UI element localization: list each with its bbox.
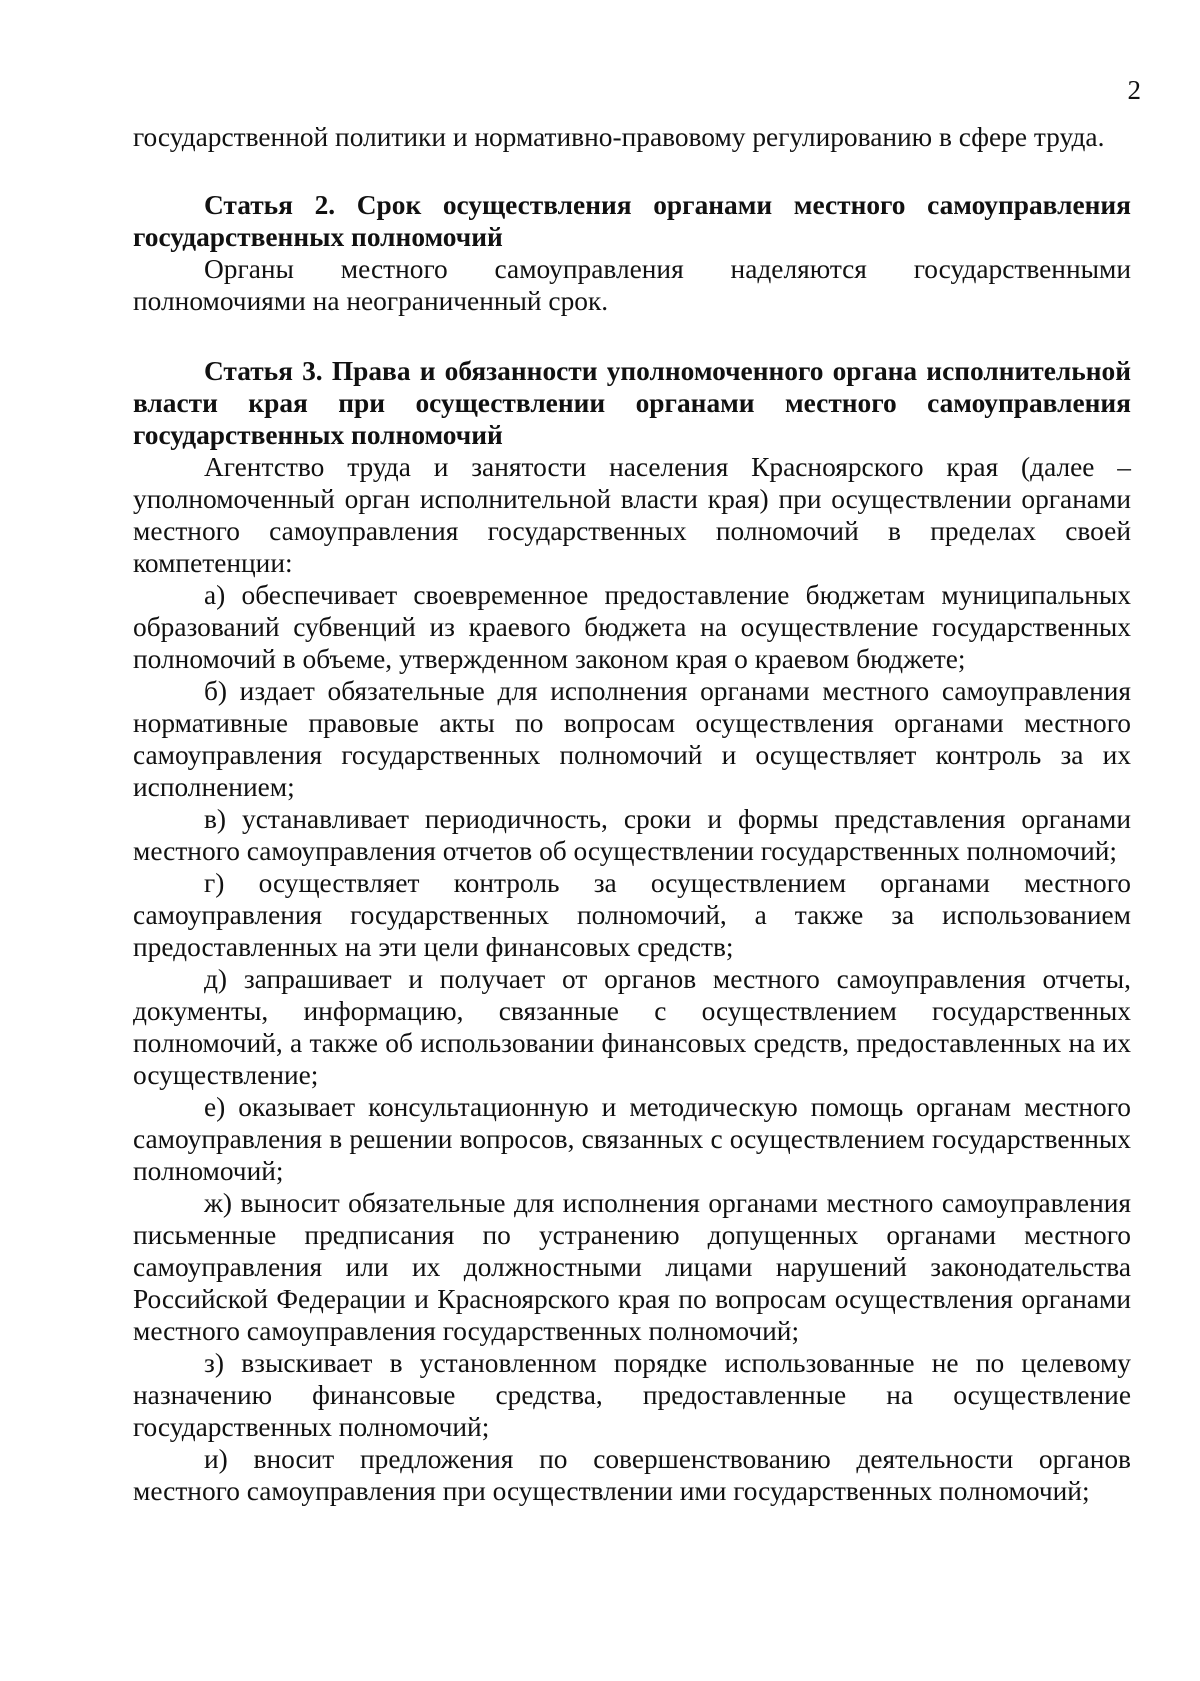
- article-3-item-b: б) издает обязательные для исполнения органами местного самоуправления нормативные правовые акты по вопросам осуществления органами местного самоуправления государственных полномочий и осуществляет контроль за их исполнением;: [133, 676, 1131, 802]
- article-3-item-d: д) запрашивает и получает от органов местного самоуправления отчеты, документы, информацию, связанные с осуществлением государственных полномочий, а также об использовании финансовых средств, предоставленных на их осуществление;: [133, 964, 1131, 1090]
- article-3-item-a: а) обеспечивает своевременное предоставление бюджетам муниципальных образований субвенций из краевого бюджета на осуществление государственных полномочий в объеме, утвержденном законом края о краевом бюджете;: [133, 580, 1131, 674]
- article-3-intro: Агентство труда и занятости населения Красноярского края (далее – уполномоченный орган исполнительной власти края) при осуществлении органами местного самоуправления государственных полномочий в пределах своей компетенции:: [133, 452, 1131, 578]
- article-3-item-g: г) осуществляет контроль за осуществлением органами местного самоуправления государственных полномочий, а также за использованием предоставленных на эти цели финансовых средств;: [133, 868, 1131, 962]
- document-body: [133, 121, 1131, 1507]
- article-3-item-v: в) устанавливает периодичность, сроки и формы представления органами местного самоуправления отчетов об осуществлении государственных полномочий;: [133, 804, 1131, 866]
- article-3-item-e: е) оказывает консультационную и методическую помощь органам местного самоуправления в решении вопросов, связанных с осуществлением государственных полномочий;: [133, 1092, 1131, 1186]
- page-number: 2: [1127, 75, 1141, 105]
- article-3-heading: Статья 3. Права и обязанности уполномоченного органа исполнительной власти края при осуществлении органами местного самоуправления государственных полномочий: [133, 356, 1131, 450]
- continuation-paragraph: государственной политики и нормативно-правовому регулированию в сфере труда.: [133, 122, 1105, 152]
- article-3-item-z: з) взыскивает в установленном порядке использованные не по целевому назначению финансовые средства, предоставленные на осуществление государственных полномочий;: [133, 1348, 1131, 1442]
- article-3-item-i: и) вносит предложения по совершенствованию деятельности органов местного самоуправления при осуществлении ими государственных полномочий;: [133, 1444, 1131, 1506]
- article-2-heading: Статья 2. Срок осуществления органами местного самоуправления государственных полномочий: [133, 190, 1131, 252]
- article-3-item-zh: ж) выносит обязательные для исполнения органами местного самоуправления письменные предписания по устранению допущенных органами местного самоуправления или их должностными лицами нарушений законодательства Российской Федерации и Красноярского края по вопросам осуществления органами местного самоуправления государственных полномочий;: [133, 1188, 1131, 1346]
- article-2-text: Органы местного самоуправления наделяются государственными полномочиями на неограниченный срок.: [133, 254, 1131, 316]
